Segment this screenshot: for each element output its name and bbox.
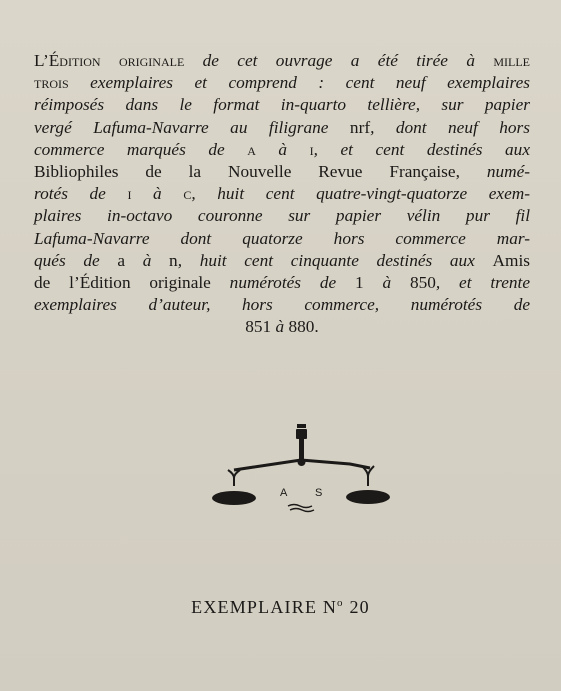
colophon-text-run: à: [255, 139, 310, 159]
colophon-text-run: , dont neuf hors: [370, 117, 530, 137]
colophon-text-run: plaires in-octavo couronne sur papier vélin pur fil: [34, 206, 530, 226]
colophon-text-run: dition originale: [59, 51, 185, 70]
colophon-text-run: Lafuma-Navarre dont quatorze hors commerce mar-: [34, 228, 530, 248]
colophon-text-run: exemplaires d’auteur, hors commerce, numérotés de: [34, 295, 530, 315]
colophon-text-run: à: [131, 184, 184, 204]
colophon-text-run: nrf: [349, 117, 371, 137]
colophon-text: [34, 50, 530, 339]
colophon-text-run: a: [247, 139, 256, 159]
colophon-line: [34, 161, 530, 183]
colophon-text-run: Amis: [492, 250, 530, 270]
colophon-line: [34, 294, 530, 316]
colophon-text-run: 1: [355, 273, 364, 293]
colophon-line: [34, 316, 530, 338]
colophon-line: [34, 250, 530, 272]
colophon-text-run: à: [125, 250, 170, 270]
number-suffix: o: [337, 597, 344, 609]
colophon-text-run: de cet ouvrage a été tirée à: [184, 51, 494, 70]
colophon-text-run: 851: [245, 317, 272, 337]
colophon-text-run: , et cent destinés aux: [313, 139, 530, 159]
colophon-text-run: numé-: [486, 162, 530, 182]
colophon-text-run: n: [169, 250, 178, 270]
colophon-text-run: i: [309, 139, 314, 159]
colophon-line: [34, 117, 530, 139]
publisher-scale-emblem: [210, 418, 392, 520]
colophon-text-run: à: [363, 273, 410, 293]
colophon-text-run: Bibliophiles de la Nouvelle Revue Française,: [34, 162, 487, 182]
colophon-text-run: commerce marqués de: [34, 139, 248, 159]
colophon-text-run: à: [271, 317, 289, 337]
colophon-text-run: 850: [409, 273, 436, 293]
copy-number: 20: [349, 597, 370, 617]
colophon-text-run: qués de: [34, 250, 118, 270]
colophon-text-run: trois: [34, 73, 69, 93]
colophon-text-run: , et trente: [435, 273, 530, 293]
colophon-text-run: réimposés dans le format in-quarto tellière, sur papier: [34, 95, 530, 115]
colophon-text-run: mille: [493, 51, 530, 70]
scale-icon: [210, 418, 392, 520]
colophon-text-run: c: [183, 184, 192, 204]
emblem-letter-right: S: [315, 487, 323, 499]
colophon-line: [34, 205, 530, 227]
colophon-text-run: rotés de: [34, 184, 128, 204]
colophon-text-run: a: [117, 250, 126, 270]
colophon-line: [34, 94, 530, 116]
colophon-line: [34, 228, 530, 250]
colophon-text-run: , huit cent cinquante destinés aux: [177, 250, 493, 270]
colophon-text-run: , huit cent quatre-vingt-quatorze exem-: [191, 184, 531, 204]
copy-number-line: [0, 597, 561, 618]
colophon-text-run: 880.: [288, 317, 319, 337]
number-prefix: N: [322, 597, 338, 617]
colophon-text-run: numérotés de: [229, 273, 355, 293]
emblem-letter-left: A: [280, 487, 288, 499]
copy-label: EXEMPLAIRE: [191, 597, 318, 617]
colophon-text-run: exemplaires et comprend : cent neuf exemplaires: [68, 73, 530, 93]
colophon-line: [34, 50, 530, 72]
colophon-line: [34, 272, 530, 294]
colophon-line: [34, 183, 530, 205]
colophon-line: [34, 139, 530, 161]
colophon-text-run: de l’Édition originale: [34, 273, 230, 293]
colophon-line: [34, 72, 530, 94]
colophon-text-run: L’É: [34, 51, 60, 70]
colophon-text-run: i: [127, 184, 132, 204]
colophon-text-run: vergé Lafuma-Navarre au filigrane: [34, 117, 350, 137]
